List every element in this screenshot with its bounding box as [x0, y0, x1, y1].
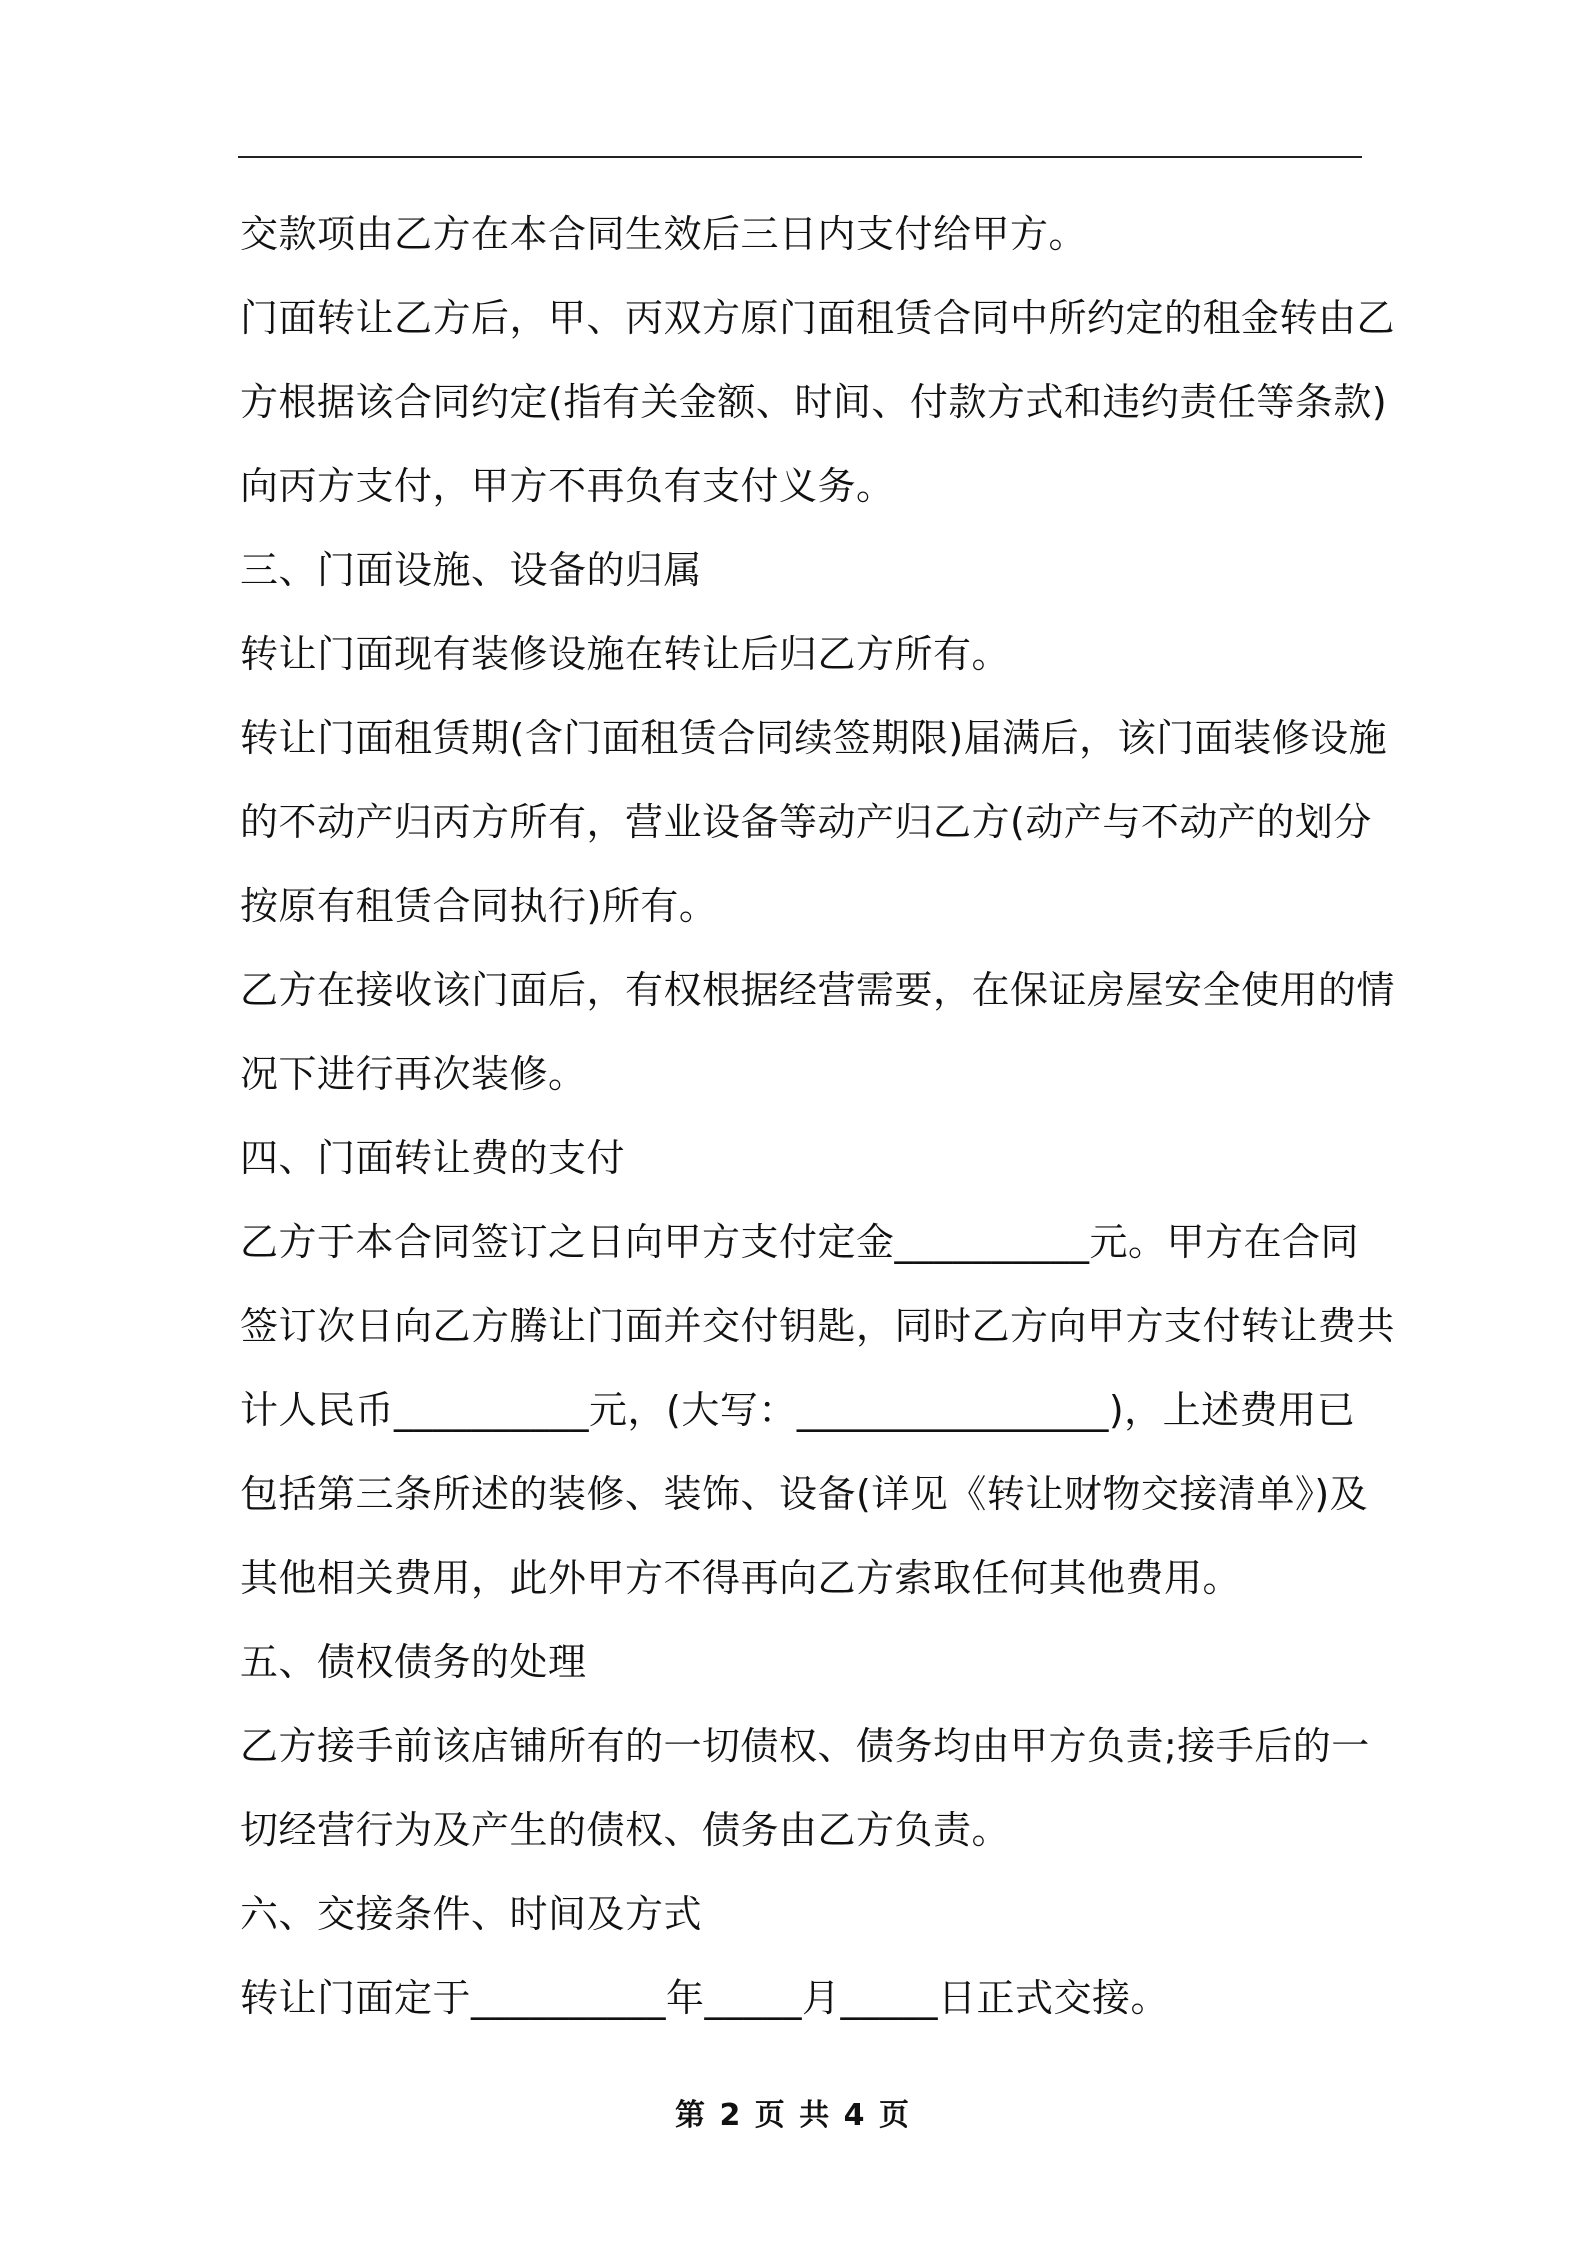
- text-line: 交款项由乙方在本合同生效后三日内支付给甲方。: [240, 212, 1088, 256]
- text-line: 签订次日向乙方腾让门面并交付钥匙，同时乙方向甲方支付转让费共: [240, 1304, 1396, 1348]
- text-line: 切经营行为及产生的债权、债务由乙方负责。: [240, 1808, 1011, 1852]
- page-number-footer: 第 2 页 共 4 页: [675, 2098, 911, 2133]
- text-line: 乙方在接收该门面后，有权根据经营需要，在保证房屋安全使用的情: [240, 968, 1396, 1012]
- text-line: 况下进行再次装修。: [240, 1052, 587, 1096]
- text-line: 计人民币__________元，(大写：________________)，上述费用已: [240, 1388, 1356, 1432]
- text-line: 向丙方支付，甲方不再负有支付义务。: [240, 464, 895, 508]
- text-line: 转让门面现有装修设施在转让后归乙方所有。: [240, 632, 1011, 676]
- section-heading: 五、债权债务的处理: [240, 1640, 587, 1684]
- header-rule: [238, 156, 1362, 158]
- text-line: 其他相关费用，此外甲方不得再向乙方索取任何其他费用。: [240, 1556, 1242, 1600]
- text-line: 乙方于本合同签订之日向甲方支付定金__________元。甲方在合同: [240, 1220, 1360, 1264]
- section-heading: 三、门面设施、设备的归属: [240, 548, 703, 592]
- section-heading: 四、门面转让费的支付: [240, 1136, 626, 1180]
- text-line: 方根据该合同约定(指有关金额、时间、付款方式和违约责任等条款): [240, 380, 1388, 424]
- text-line: 的不动产归丙方所有，营业设备等动产归乙方(动产与不动产的划分: [240, 800, 1372, 844]
- text-line: 转让门面定于__________年_____月_____日正式交接。: [240, 1976, 1170, 2020]
- section-heading: 六、交接条件、时间及方式: [240, 1892, 703, 1936]
- document-body: [240, 192, 1396, 2040]
- text-line: 门面转让乙方后，甲、丙双方原门面租赁合同中所约定的租金转由乙: [240, 296, 1396, 340]
- text-line: 包括第三条所述的装修、装饰、设备(详见《转让财物交接清单》)及: [240, 1472, 1369, 1516]
- text-line: 乙方接手前该店铺所有的一切债权、债务均由甲方负责;接手后的一: [240, 1724, 1370, 1768]
- text-line: 转让门面租赁期(含门面租赁合同续签期限)届满后，该门面装修设施: [240, 716, 1388, 760]
- text-line: 按原有租赁合同执行)所有。: [240, 884, 718, 928]
